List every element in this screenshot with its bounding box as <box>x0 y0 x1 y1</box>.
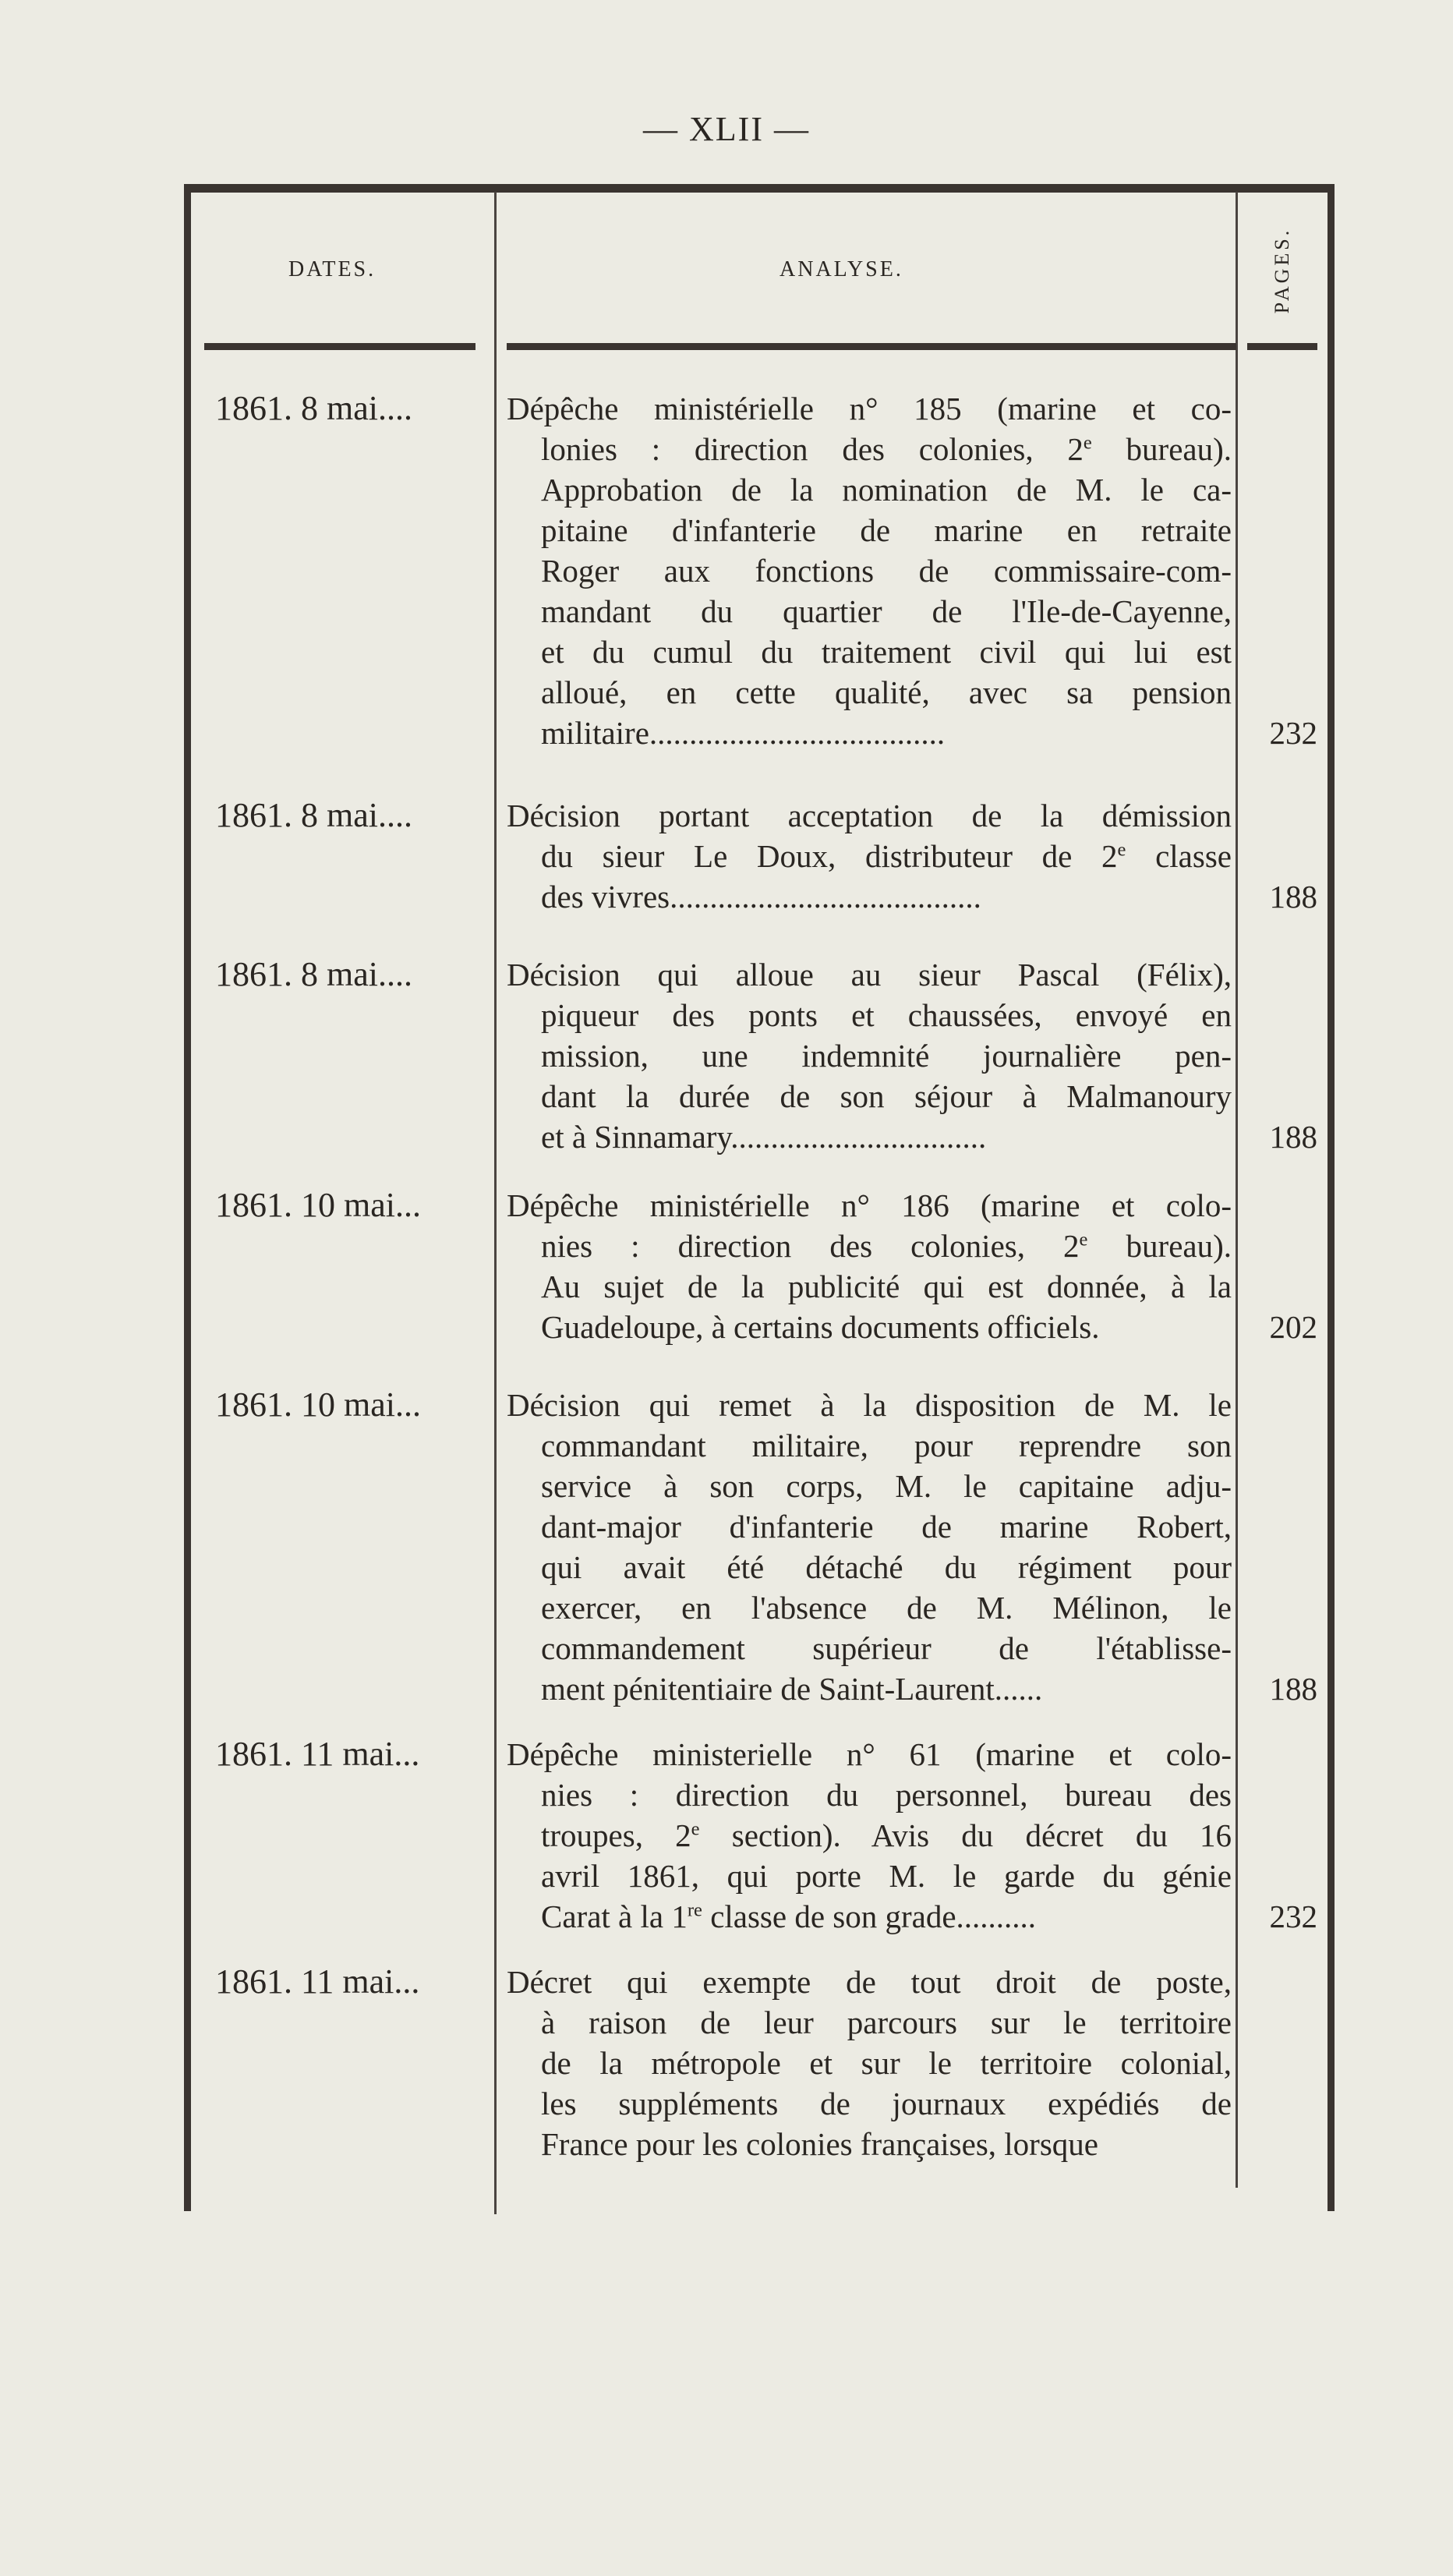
entry-date: 1861. 10 mai... <box>215 1385 421 1424</box>
analysis-line: nies : direction des colonies, 2e bureau). <box>541 1228 1232 1264</box>
analysis-line: exercer, en l'absence de M. Mélinon, le <box>541 1590 1232 1626</box>
column-header-pages-label: PAGES. <box>1271 227 1293 314</box>
entry-date: 1861. 8 mai.... <box>215 796 412 834</box>
analysis-line: Roger aux fonctions de commissaire-com- <box>541 553 1232 589</box>
analysis-line: ment pénitentiaire de Saint-Laurent...... <box>541 1671 1043 1707</box>
entry-page-number: 188 <box>1269 1671 1317 1707</box>
analysis-line: Guadeloupe, à certains documents officiels. <box>541 1309 1100 1345</box>
analysis-line: Carat à la 1re classe de son grade.......... <box>541 1898 1037 1934</box>
analysis-line: piqueur des ponts et chaussées, envoyé en <box>541 997 1232 1033</box>
analysis-line: dant-major d'infanterie de marine Robert, <box>541 1509 1232 1545</box>
analysis-line: Décision qui remet à la disposition de M. le <box>507 1387 1232 1423</box>
entry-analysis <box>507 1734 1232 1937</box>
header-rule-pages <box>1247 343 1317 350</box>
entry-page-number: 202 <box>1269 1309 1317 1345</box>
entry-analysis <box>507 1962 1232 2164</box>
entry-page-number: 188 <box>1269 1119 1317 1155</box>
entry-page-number: 188 <box>1269 879 1317 915</box>
analysis-line: militaire..................................... <box>541 715 946 751</box>
analysis-line: alloué, en cette qualité, avec sa pension <box>541 674 1232 710</box>
analysis-line: service à son corps, M. le capitaine adju- <box>541 1468 1232 1504</box>
analysis-line: mission, une indemnité journalière pen- <box>541 1038 1232 1074</box>
column-divider-pages <box>1236 192 1238 2188</box>
analysis-line: avril 1861, qui porte M. le garde du génie <box>541 1858 1232 1894</box>
analysis-line: à raison de leur parcours sur le territoire <box>541 2005 1232 2040</box>
entry-date: 1861. 8 mai.... <box>215 389 412 427</box>
entry-date: 1861. 11 mai... <box>215 1962 420 2001</box>
analysis-line: pitaine d'infanterie de marine en retraite <box>541 512 1232 548</box>
analysis-line: du sieur Le Doux, distributeur de 2e classe <box>541 838 1232 874</box>
analysis-line: de la métropole et sur le territoire colonial, <box>541 2045 1232 2081</box>
column-divider-dates <box>494 192 497 2214</box>
column-header-dates: DATES. <box>288 257 377 281</box>
analysis-line: troupes, 2e section). Avis du décret du 16 <box>541 1817 1232 1853</box>
analysis-line: Décision qui alloue au sieur Pascal (Félix), <box>507 957 1232 993</box>
analysis-line: Dépêche ministerielle n° 61 (marine et colo- <box>507 1736 1232 1772</box>
entry-page-number: 232 <box>1269 715 1317 751</box>
analysis-line: commandement supérieur de l'établisse- <box>541 1630 1232 1666</box>
analysis-line: et à Sinnamary................................ <box>541 1119 987 1155</box>
analysis-line: Au sujet de la publicité qui est donnée, à la <box>541 1269 1232 1304</box>
header-rule-analyse <box>507 343 1236 350</box>
analysis-line: Approbation de la nomination de M. le ca- <box>541 472 1232 508</box>
analysis-line: et du cumul du traitement civil qui lui est <box>541 634 1232 670</box>
analysis-line: Dépêche ministérielle n° 186 (marine et colo- <box>507 1187 1232 1223</box>
analysis-line: Décision portant acceptation de la démission <box>507 798 1232 833</box>
column-header-analyse: ANALYSE. <box>780 257 903 281</box>
analysis-line: France pour les colonies françaises, lorsque <box>541 2126 1098 2162</box>
entry-analysis <box>507 795 1232 917</box>
analysis-line: Dépêche ministérielle n° 185 (marine et co- <box>507 391 1232 426</box>
analysis-line: les suppléments de journaux expédiés de <box>541 2086 1232 2121</box>
analysis-line: dant la durée de son séjour à Malmanoury <box>541 1078 1232 1114</box>
column-header-pages <box>1247 212 1317 329</box>
entry-date: 1861. 11 mai... <box>215 1735 420 1773</box>
page-header: — XLII — <box>643 110 810 148</box>
entry-analysis <box>507 954 1232 1157</box>
analysis-line: Décret qui exempte de tout droit de poste, <box>507 1964 1232 2000</box>
entry-analysis <box>507 1185 1232 1347</box>
analysis-line: qui avait été détaché du régiment pour <box>541 1549 1232 1585</box>
analysis-line: lonies : direction des colonies, 2e bureau). <box>541 431 1232 467</box>
analysis-line: nies : direction du personnel, bureau des <box>541 1777 1232 1813</box>
entry-date: 1861. 10 mai... <box>215 1186 421 1224</box>
analysis-line: commandant militaire, pour reprendre son <box>541 1428 1232 1463</box>
analysis-line: des vivres....................................... <box>541 879 981 915</box>
entry-page-number: 232 <box>1269 1898 1317 1934</box>
entry-analysis <box>507 388 1232 753</box>
analysis-line: mandant du quartier de l'Ile-de-Cayenne, <box>541 593 1232 629</box>
entry-date: 1861. 8 mai.... <box>215 955 412 993</box>
header-rule-dates <box>204 343 475 350</box>
entry-analysis <box>507 1385 1232 1709</box>
